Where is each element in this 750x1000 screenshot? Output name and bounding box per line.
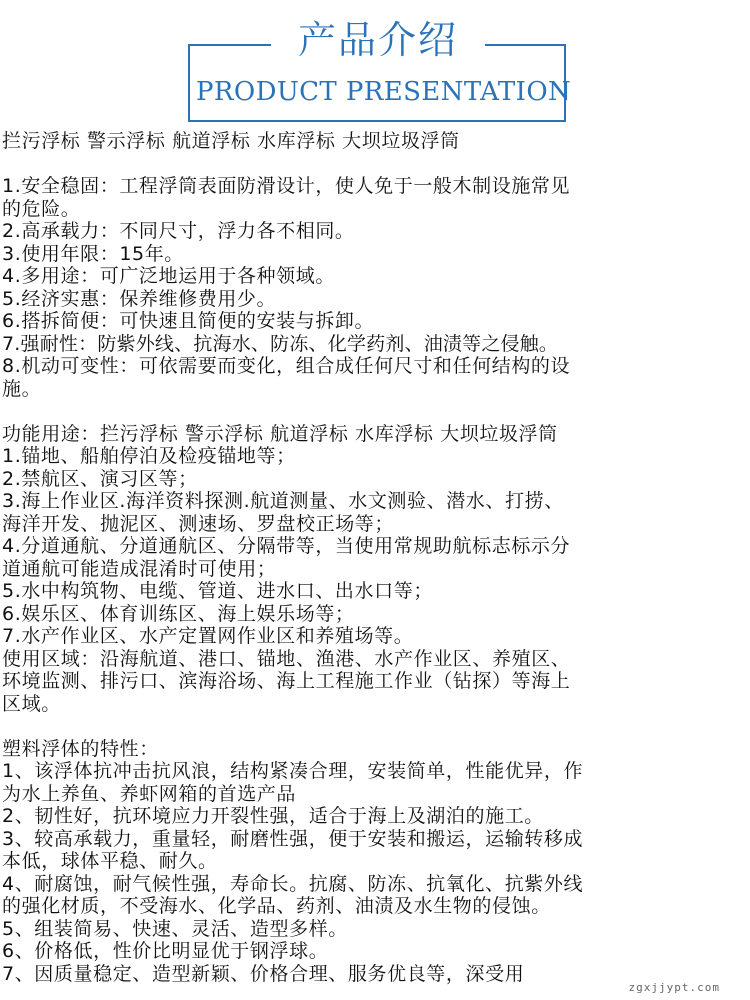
feature-line: 1.安全稳固：工程浮筒表面防滑设计，使人免于一般木制设施常见 xyxy=(2,175,571,197)
header xyxy=(0,0,750,125)
usage-line: 6.娱乐区、体育训练区、海上娱乐场等； xyxy=(2,602,355,625)
usage-line: 功能用途：拦污浮标 警示浮标 航道浮标 水库浮标 大坝垃圾浮筒 xyxy=(2,422,558,445)
watermark: zgxjjypt.com xyxy=(628,981,720,994)
feature-line: 2.高承载力：不同尺寸，浮力各不相同。 xyxy=(2,220,355,242)
feature-line: 4.多用途：可广泛地运用于各种领域。 xyxy=(2,265,335,287)
feature-line: 6.搭拆简便：可快速且简便的安装与拆卸。 xyxy=(2,310,375,332)
characteristic-line: 本低，球体平稳、耐久。 xyxy=(2,850,218,872)
characteristics-heading: 塑料浮体的特性： xyxy=(2,737,159,760)
usage-line: 海洋开发、抛泥区、测速场、罗盘校正场等； xyxy=(2,512,395,535)
product-list: 拦污浮标 警示浮标 航道浮标 水库浮标 大坝垃圾浮筒 xyxy=(2,130,460,152)
usage-line: 道通航可能造成混淆时可使用； xyxy=(2,557,277,580)
feature-line: 3.使用年限：15年。 xyxy=(2,242,184,265)
usage-line: 环境监测、排污口、滨海浴场、海上工程施工作业（钻探）等海上 xyxy=(2,670,571,692)
usage-section xyxy=(2,423,746,716)
spacer xyxy=(2,153,746,176)
feature-line: 施。 xyxy=(2,377,42,400)
feature-line: 5.经济实惠：保养维修费用少。 xyxy=(2,287,277,310)
feature-line: 的危险。 xyxy=(2,197,81,220)
characteristic-line: 7、因质量稳定、造型新颖、价格合理、服务优良等，深受用 xyxy=(2,962,525,985)
spacer xyxy=(2,715,746,738)
usage-line: 3.海上作业区.海洋资料探测.航道测量、水文测验、潜水、打捞、 xyxy=(2,490,564,512)
characteristic-line: 4、耐腐蚀，耐气候性强，寿命长。抗腐、防冻、抗氧化、抗紫外线 xyxy=(2,872,584,895)
spacer xyxy=(2,400,746,423)
characteristics-section xyxy=(2,738,746,986)
page-title: 产品介绍 xyxy=(297,18,458,62)
article-body xyxy=(2,130,746,985)
characteristic-line: 3、较高承载力，重量轻，耐磨性强，便于安装和搬运，运输转移成 xyxy=(2,827,584,850)
features-section xyxy=(2,175,746,400)
characteristic-line: 为水上养鱼、养虾网箱的首选产品 xyxy=(2,782,297,805)
usage-line: 7.水产作业区、水产定置网作业区和养殖场等。 xyxy=(2,625,414,647)
characteristic-line: 6、价格低，性价比明显优于钢浮球。 xyxy=(2,940,329,962)
usage-line: 使用区域：沿海航道、港口、锚地、渔港、水产作业区、养殖区、 xyxy=(2,647,571,670)
usage-line: 5.水中构筑物、电缆、管道、进水口、出水口等； xyxy=(2,580,433,602)
characteristic-line: 5、组装简易、快速、灵活、造型多样。 xyxy=(2,917,348,940)
feature-line: 7.强耐性：防紫外线、抗海水、防冻、化学药剂、油渍等之侵触。 xyxy=(2,332,559,355)
characteristic-line: 2、韧性好，抗环境应力开裂性强，适合于海上及湖泊的施工。 xyxy=(2,805,544,827)
usage-line: 4.分道通航、分道通航区、分隔带等，当使用常规助航标志标示分 xyxy=(2,535,571,557)
usage-line: 区域。 xyxy=(2,692,61,715)
feature-line: 8.机动可变性：可依需要而变化，组合成任何尺寸和任何结构的设 xyxy=(2,355,571,377)
characteristic-line: 1、该浮体抗冲击抗风浪，结构紧凑合理，安装简单，性能优异，作 xyxy=(2,760,584,782)
characteristic-line: 的强化材质，不受海水、化学品、药剂、油渍及水生物的侵蚀。 xyxy=(2,895,551,917)
page-subtitle: PRODUCT PRESENTATION xyxy=(196,77,572,107)
usage-line: 1.锚地、船舶停泊及检疫锚地等； xyxy=(2,445,296,467)
usage-line: 2.禁航区、演习区等； xyxy=(2,467,198,490)
